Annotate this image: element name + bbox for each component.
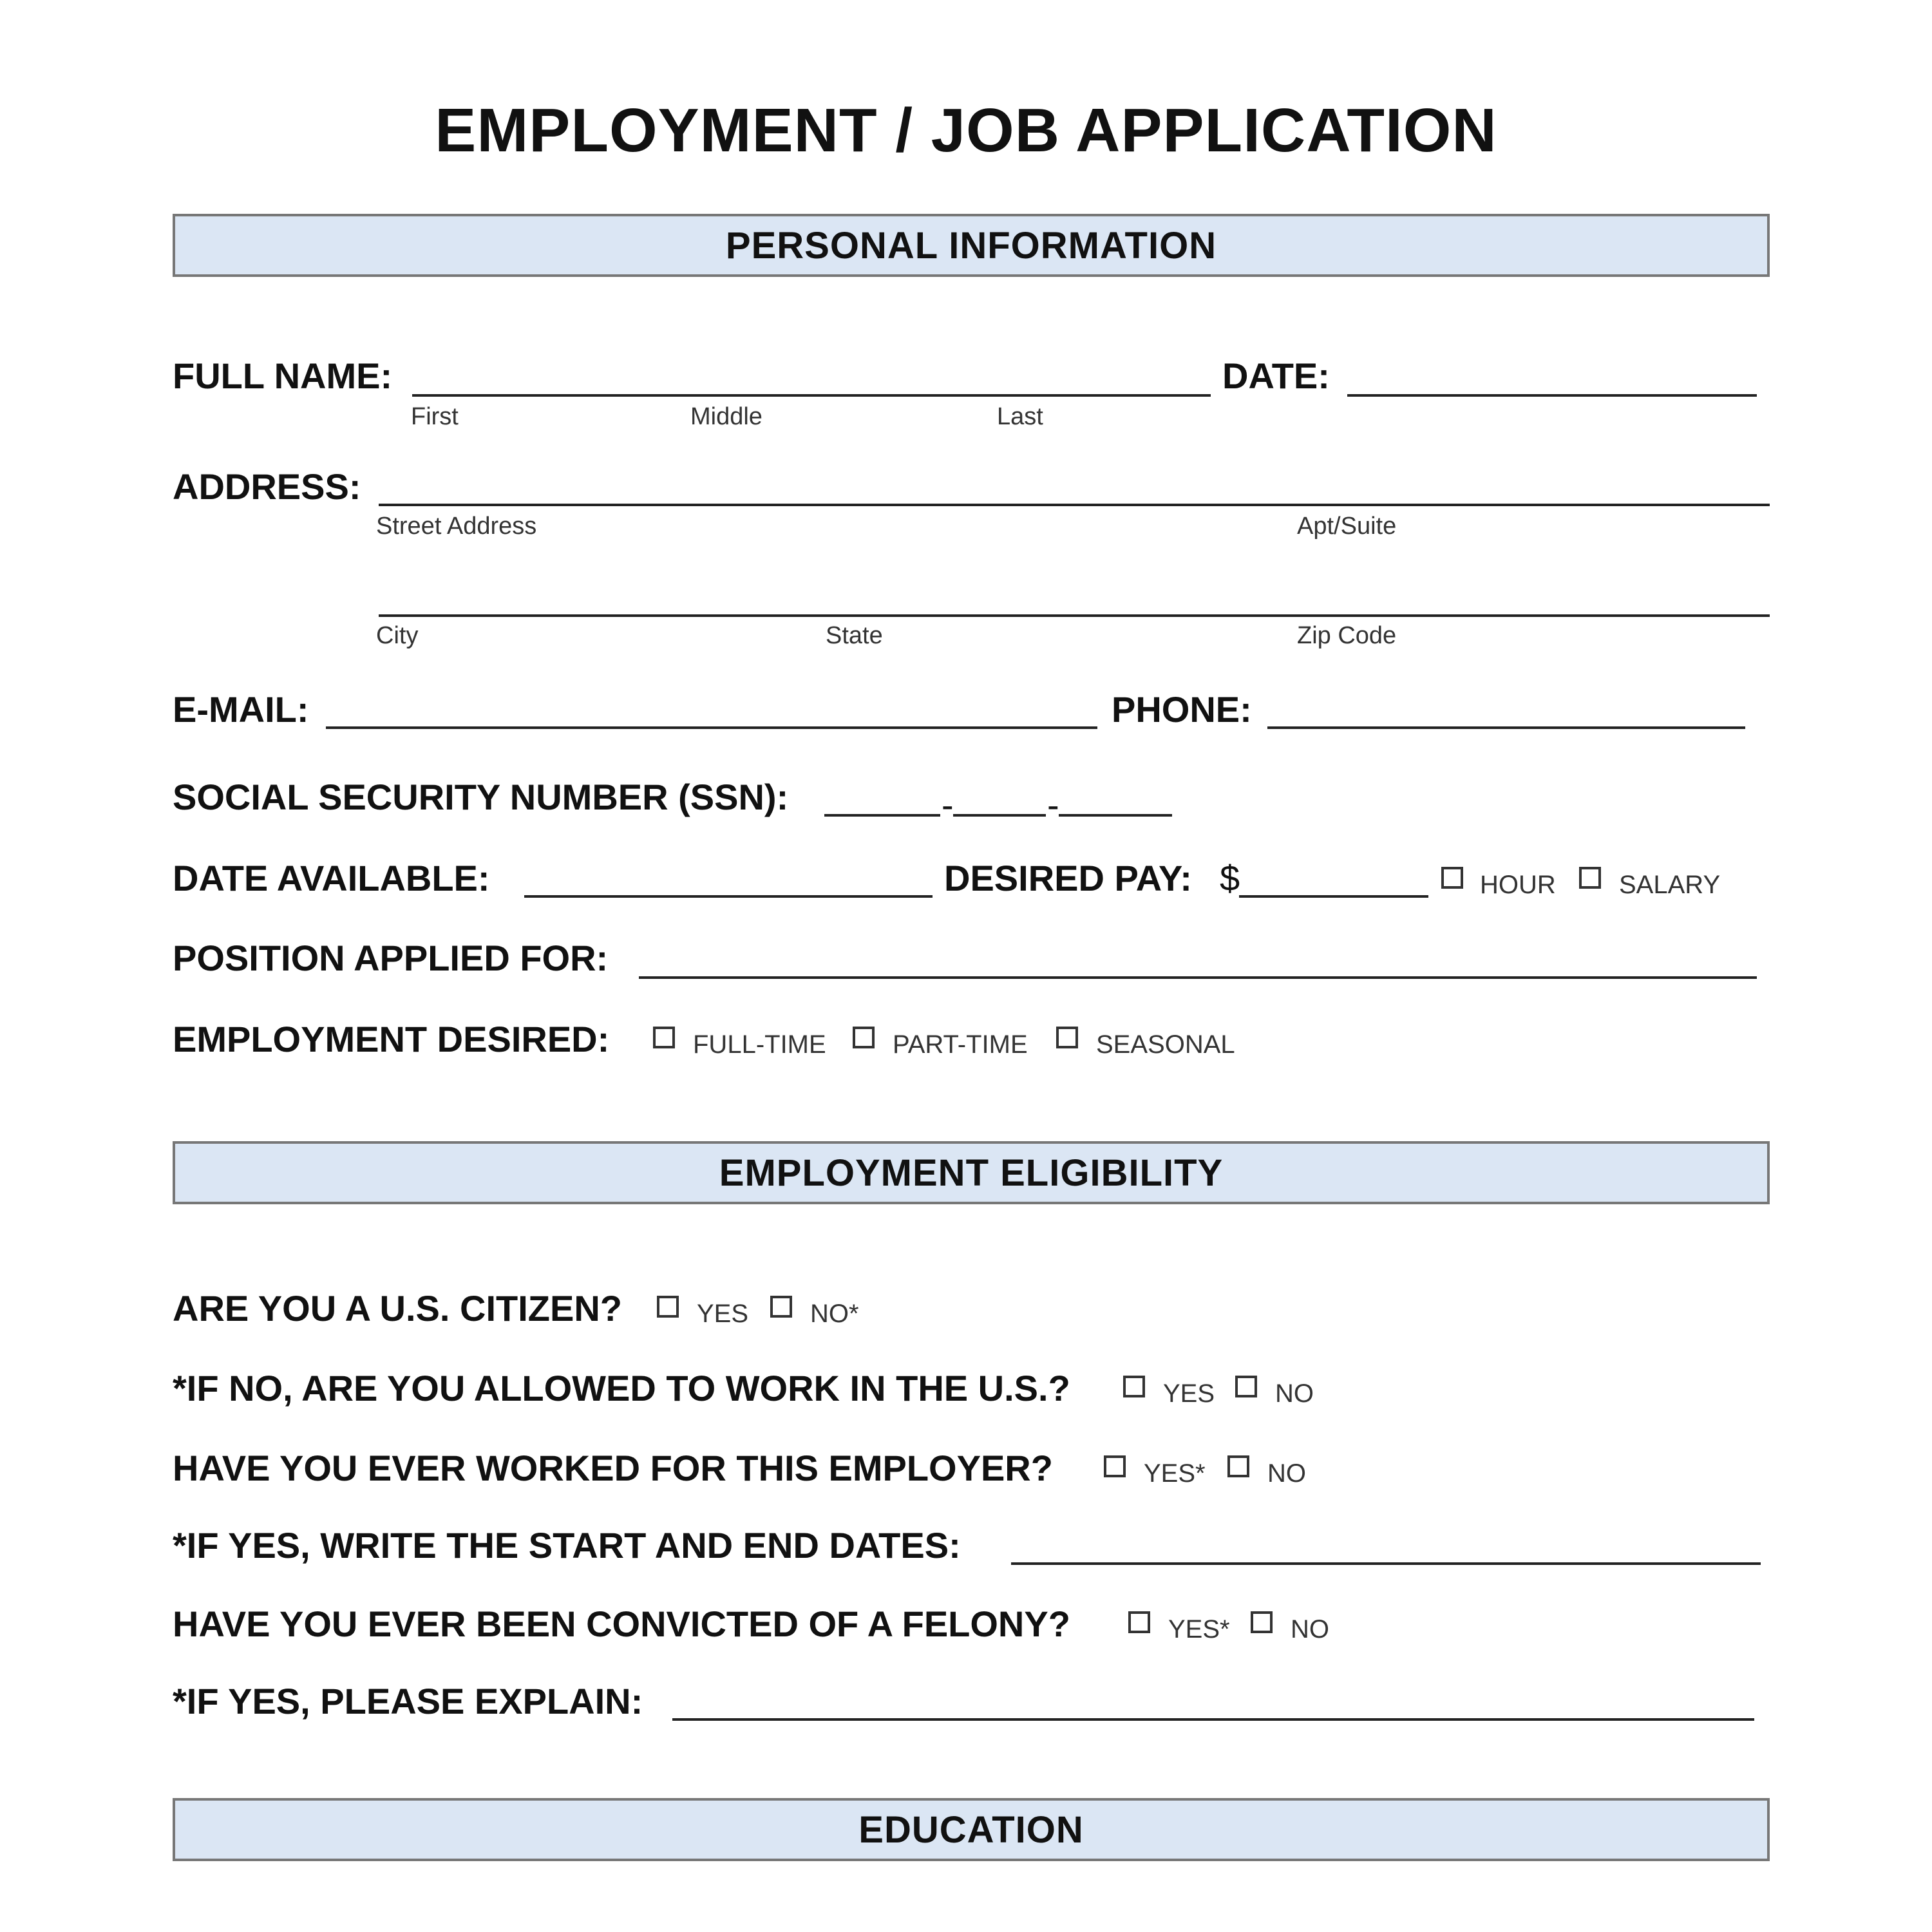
part-time-checkbox[interactable]: [853, 1027, 875, 1048]
allowed-no-label: NO: [1275, 1379, 1314, 1408]
date-available-label: DATE AVAILABLE:: [173, 858, 490, 898]
date-available-field[interactable]: [524, 895, 933, 898]
felony-no-checkbox[interactable]: [1251, 1611, 1273, 1633]
desired-pay-field[interactable]: [1239, 895, 1428, 898]
ssn-dash-1: -: [942, 784, 954, 825]
city-state-zip-field[interactable]: [379, 614, 1770, 617]
email-field[interactable]: [326, 726, 1097, 729]
hour-option-label: HOUR: [1480, 871, 1556, 899]
date-field[interactable]: [1347, 394, 1757, 397]
seasonal-option-label: SEASONAL: [1096, 1030, 1235, 1059]
felony-yes-label: YES*: [1168, 1615, 1230, 1643]
first-name-hint: First: [411, 403, 459, 430]
section-employment-eligibility: EMPLOYMENT ELIGIBILITY: [173, 1141, 1770, 1204]
full-name-label: FULL NAME:: [173, 355, 393, 396]
last-name-hint: Last: [997, 403, 1043, 430]
email-label: E-MAIL:: [173, 689, 309, 730]
employment-desired-label: EMPLOYMENT DESIRED:: [173, 1019, 610, 1059]
citizen-no-checkbox[interactable]: [770, 1296, 792, 1318]
street-address-hint: Street Address: [376, 513, 537, 540]
section-education: EDUCATION: [173, 1798, 1770, 1861]
worked-for-employer-question: HAVE YOU EVER WORKED FOR THIS EMPLOYER?: [173, 1448, 1053, 1488]
felony-yes-checkbox[interactable]: [1128, 1611, 1150, 1633]
citizen-no-label: NO*: [810, 1300, 859, 1328]
worked-yes-checkbox[interactable]: [1104, 1455, 1126, 1477]
full-time-checkbox[interactable]: [653, 1027, 675, 1048]
explain-question: *IF YES, PLEASE EXPLAIN:: [173, 1681, 643, 1721]
position-applied-field[interactable]: [639, 976, 1757, 979]
allowed-to-work-question: *IF NO, ARE YOU ALLOWED TO WORK IN THE U.S.?: [173, 1368, 1070, 1408]
allowed-no-checkbox[interactable]: [1235, 1376, 1257, 1397]
apt-suite-hint: Apt/Suite: [1297, 513, 1397, 540]
zip-code-hint: Zip Code: [1297, 622, 1397, 649]
phone-label: PHONE:: [1112, 689, 1252, 730]
worked-yes-label: YES*: [1144, 1459, 1206, 1488]
phone-field[interactable]: [1267, 726, 1745, 729]
citizen-yes-label: YES: [697, 1300, 749, 1328]
hour-checkbox[interactable]: [1441, 867, 1463, 889]
date-label: DATE:: [1222, 355, 1330, 396]
position-applied-label: POSITION APPLIED FOR:: [173, 938, 609, 978]
address-label: ADDRESS:: [173, 466, 361, 507]
felony-no-label: NO: [1291, 1615, 1329, 1643]
middle-name-hint: Middle: [690, 403, 762, 430]
start-end-dates-field[interactable]: [1011, 1562, 1761, 1565]
ssn-part-1-field[interactable]: [824, 814, 940, 817]
full-time-option-label: FULL-TIME: [693, 1030, 826, 1059]
ssn-dash-2: -: [1047, 784, 1059, 825]
citizen-yes-checkbox[interactable]: [657, 1296, 679, 1318]
ssn-label: SOCIAL SECURITY NUMBER (SSN):: [173, 777, 789, 817]
salary-option-label: SALARY: [1619, 871, 1721, 899]
ssn-part-3-field[interactable]: [1059, 814, 1172, 817]
allowed-yes-checkbox[interactable]: [1123, 1376, 1145, 1397]
start-end-dates-question: *IF YES, WRITE THE START AND END DATES:: [173, 1525, 961, 1566]
seasonal-checkbox[interactable]: [1056, 1027, 1078, 1048]
worked-no-checkbox[interactable]: [1227, 1455, 1249, 1477]
salary-checkbox[interactable]: [1579, 867, 1601, 889]
dollar-sign: $: [1220, 858, 1240, 898]
part-time-option-label: PART-TIME: [893, 1030, 1028, 1059]
city-hint: City: [376, 622, 419, 649]
state-hint: State: [826, 622, 883, 649]
desired-pay-label: DESIRED PAY:: [944, 858, 1192, 898]
ssn-part-2-field[interactable]: [953, 814, 1046, 817]
form-title: EMPLOYMENT / JOB APPLICATION: [435, 96, 1497, 165]
allowed-yes-label: YES: [1163, 1379, 1215, 1408]
full-name-field[interactable]: [412, 394, 1211, 397]
us-citizen-question: ARE YOU A U.S. CITIZEN?: [173, 1288, 622, 1329]
explain-field[interactable]: [672, 1718, 1754, 1721]
street-address-field[interactable]: [379, 504, 1770, 506]
worked-no-label: NO: [1267, 1459, 1306, 1488]
felony-question: HAVE YOU EVER BEEN CONVICTED OF A FELONY?: [173, 1604, 1070, 1644]
section-personal-information: PERSONAL INFORMATION: [173, 214, 1770, 277]
